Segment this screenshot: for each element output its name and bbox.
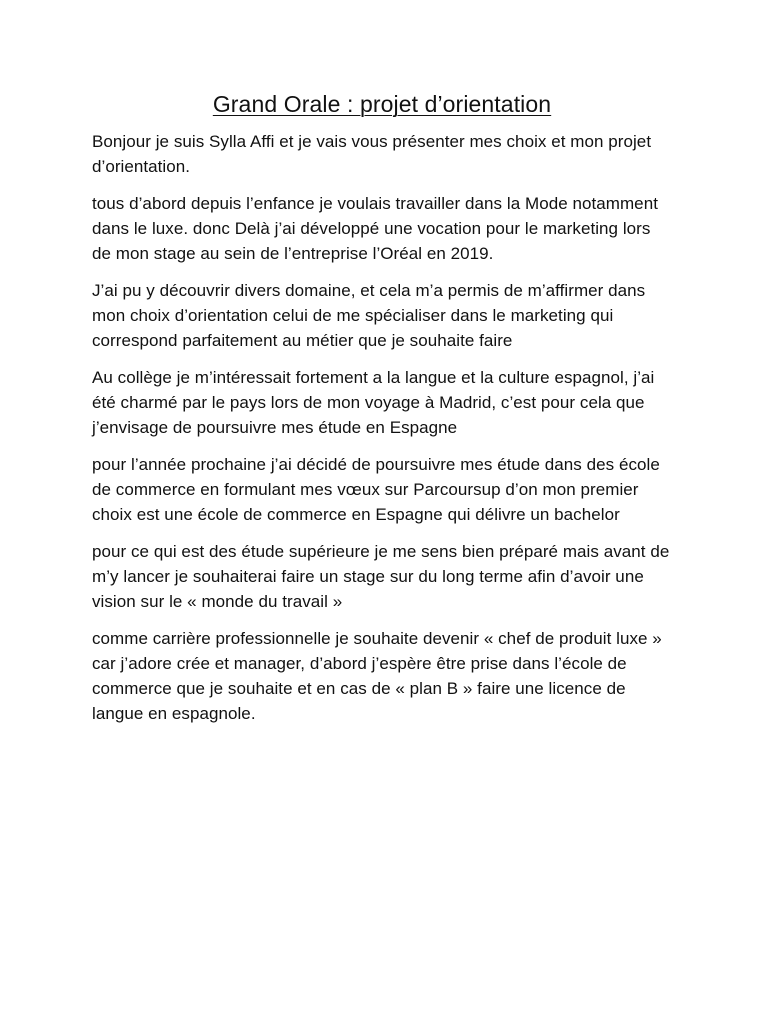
paragraph-next-year: pour l’année prochaine j’ai décidé de poursuivre mes étude dans des école de commerce en formulant mes vœux sur Parcoursup d’on mon premier choix est une école de commerce en Espagne qui délivre un bachelor bbox=[92, 455, 660, 524]
paragraph-spanish-culture: Au collège je m’intéressait fortement a la langue et la culture espagnol, j’ai été charmé par le pays lors de mon voyage à Madrid, c’est pour cela que j’envisage de poursuivre mes étude en Espagne bbox=[92, 368, 655, 437]
paragraph-marketing-choice: J’ai pu y découvrir divers domaine, et cela m’a permis de m’affirmer dans mon choix d’orientation celui de me spécialiser dans le marketing qui correspond parfaitement au métier que je souhaite faire bbox=[92, 281, 646, 350]
paragraph-childhood-fashion: tous d’abord depuis l’enfance je voulais travailler dans la Mode notamment dans le luxe. donc Delà j’ai développé une vocation pour le marketing lors de mon stage au sein de l’entreprise l’Oréal en 2019. bbox=[92, 194, 658, 263]
document-title: Grand Orale : projet d’orientation bbox=[212, 91, 552, 117]
document-body bbox=[92, 129, 672, 726]
paragraph-intro: Bonjour je suis Sylla Affi et je vais vous présenter mes choix et mon projet d’orientation. bbox=[92, 132, 652, 176]
paragraph-career: comme carrière professionnelle je souhaite devenir « chef de produit luxe » car j’adore crée et manager, d’abord j’espère être prise dans l’école de commerce que je souhaite et en cas de « plan B » faire une licence de langue en espagnole. bbox=[92, 629, 662, 723]
paragraph-higher-education: pour ce qui est des étude supérieure je me sens bien préparé mais avant de m’y lancer je souhaiterai faire un stage sur du long terme afin d’avoir une vision sur le « monde du travail » bbox=[92, 542, 670, 611]
